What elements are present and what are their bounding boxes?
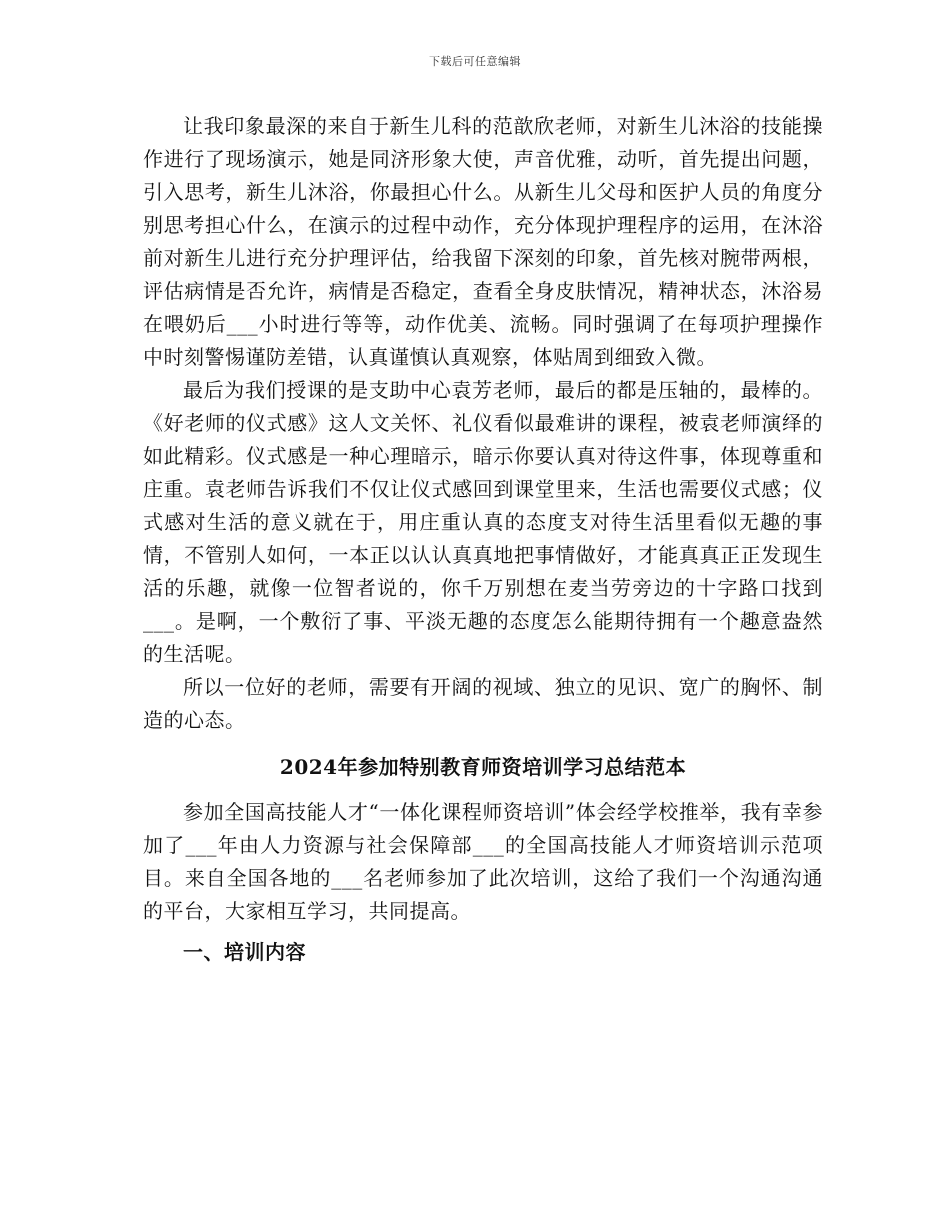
document-body <box>143 110 823 969</box>
section-heading: 一、培训内容 <box>183 940 306 964</box>
paragraph: 所以一位好的老师，需要有开阔的视域、独立的见识、宽广的胸怀、制造的心态。 <box>143 675 823 732</box>
page-header: 下载后可任意编辑 <box>429 55 521 68</box>
paragraph: 参加全国高技能人才“一体化课程师资培训”体会经学校推举，我有幸参加了___年由人力资源与社会保障部___的全国高技能人才师资培训示范项目。来自全国各地的___名老师参加了此次培训，这给了我们一个沟通沟通的平台，大家相互学习，共同提高。 <box>143 800 823 923</box>
paragraph: 最后为我们授课的是支助中心袁芳老师，最后的都是压轴的，最棒的。《好老师的仪式感》这人文关怀、礼仪看似最难讲的课程，被袁老师演绎的如此精彩。仪式感是一种心理暗示，暗示你要认真对待这件事，体现尊重和庄重。袁老师告诉我们不仅让仪式感回到课堂里来，生活也需要仪式感；仪式感对生活的意义就在于，用庄重认真的态度支对待生活里看似无趣的事情，不管别人如何，一本正以认认真真地把事情做好，才能真真正正发现生活的乐趣，就像一位智者说的，你千万别想在麦当劳旁边的十字路口找到___。是啊，一个敷衍了事、平淡无趣的态度怎么能期待拥有一个趣意盎然的生活呢。 <box>143 378 823 666</box>
document-title: 2024年参加特别教育师资培训学习总结范本 <box>279 755 687 779</box>
paragraph: 让我印象最深的来自于新生儿科的范歆欣老师，对新生儿沐浴的技能操作进行了现场演示，她是同济形象大使，声音优雅，动听，首先提出问题，引入思考，新生儿沐浴，你最担心什么。从新生儿父母和医护人员的角度分别思考担心什么，在演示的过程中动作，充分体现护理程序的运用，在沐浴前对新生儿进行充分护理评估，给我留下深刻的印象，首先核对腕带两根，评估病情是否允许，病情是否稳定，查看全身皮肤情况，精神状态，沐浴易在喂奶后___小时进行等等，动作优美、流畅。同时强调了在每项护理操作中时刻警惕谨防差错，认真谨慎认真观察，体贴周到细致入微。 <box>143 114 823 369</box>
